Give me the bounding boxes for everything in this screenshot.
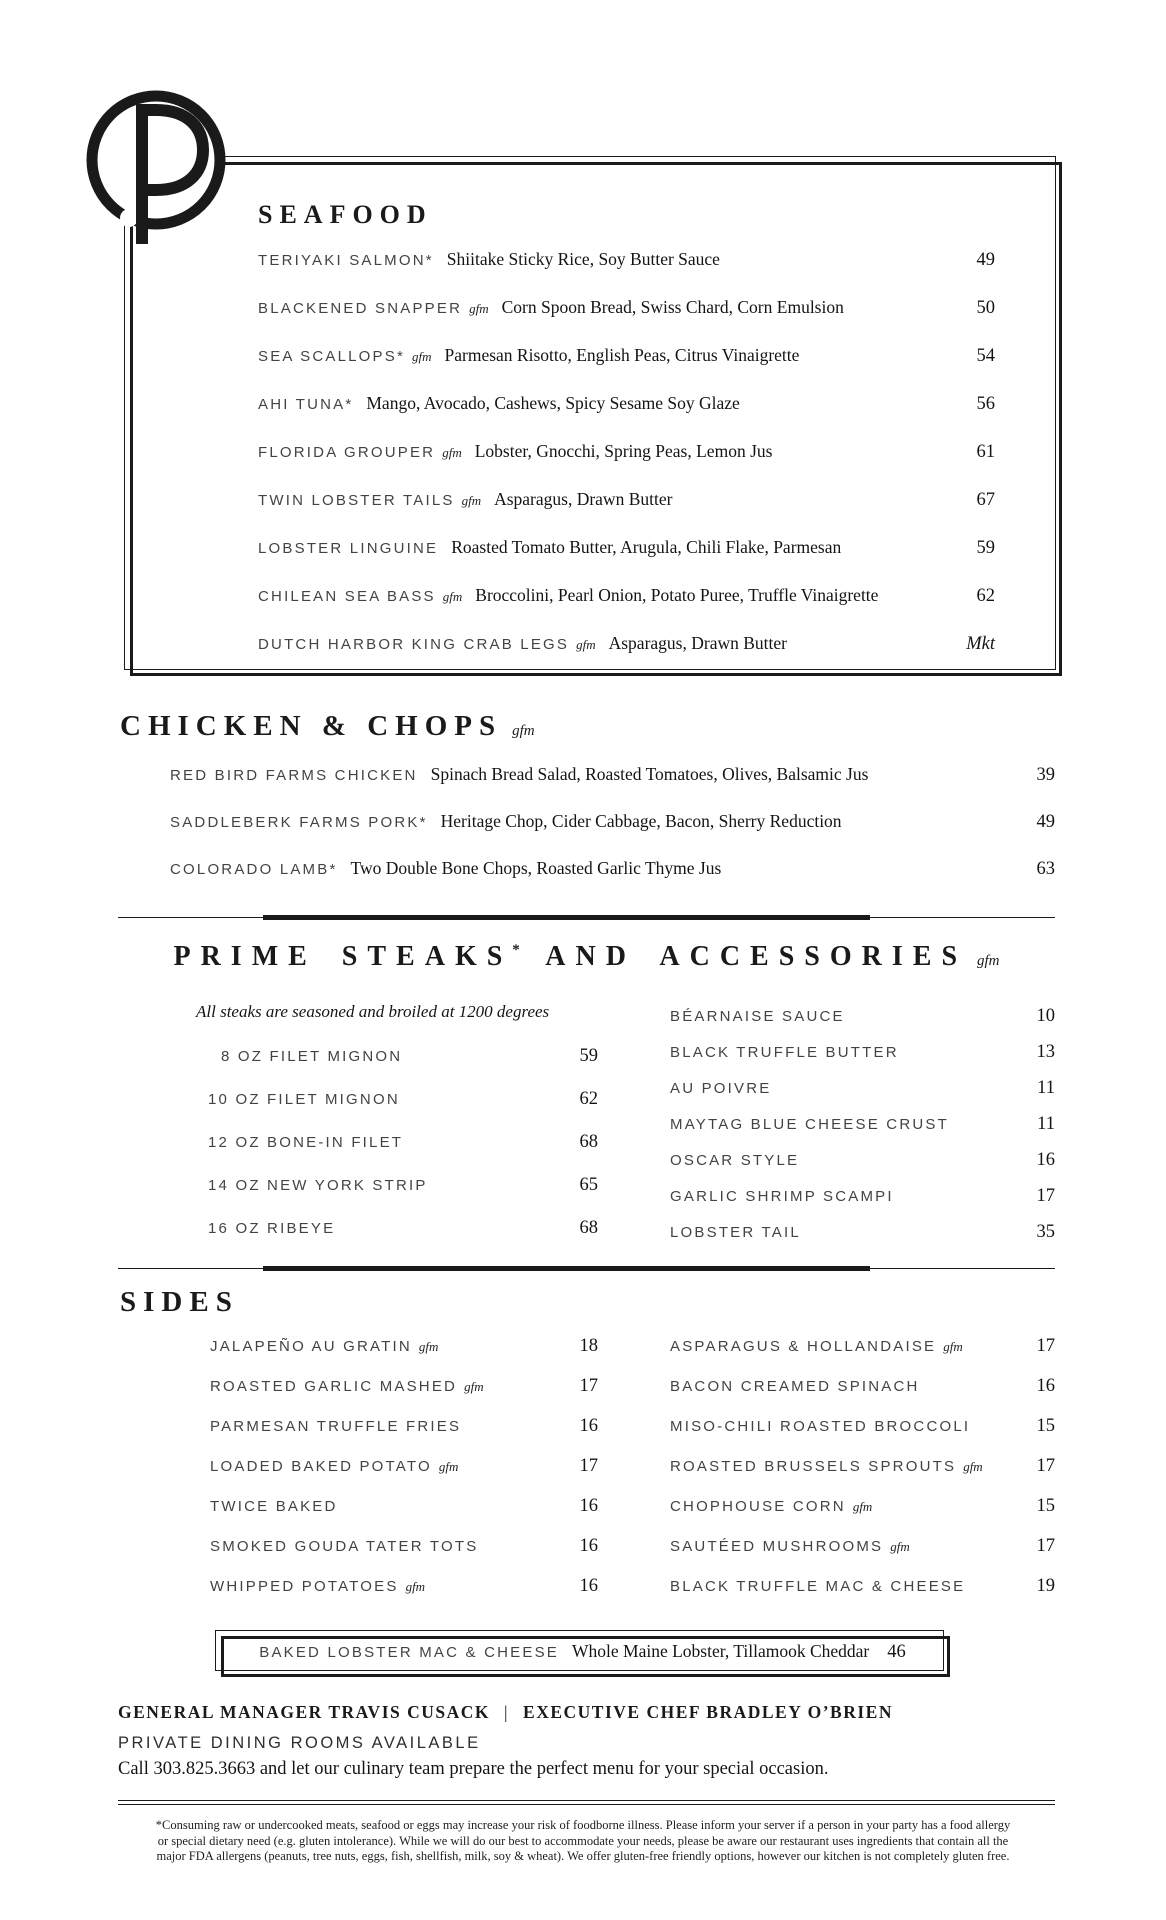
menu-item-row (670, 1004, 1055, 1029)
item-name: DUTCH HARBOR KING CRAB LEGS (258, 636, 570, 653)
item-name: CHILEAN SEA BASS (258, 588, 436, 605)
menu-item-row (670, 1414, 1055, 1439)
separator: | (504, 1702, 510, 1722)
item-price: 16 (579, 1576, 598, 1596)
item-price: 11 (1037, 1114, 1055, 1134)
item-price: 16 (1036, 1376, 1055, 1396)
menu-item-row (670, 1374, 1055, 1399)
item-price: 15 (1036, 1416, 1055, 1436)
item-name: MAYTAG BLUE CHEESE CRUST (670, 1116, 949, 1133)
item-name: RED BIRD FARMS CHICKEN (170, 767, 418, 784)
menu-item-row (210, 1454, 598, 1479)
section-title-seafood: SEAFOOD (258, 200, 433, 229)
gfm-tag: gfm (464, 1379, 484, 1394)
item-price: 39 (1036, 765, 1055, 785)
menu-item-row (258, 583, 995, 609)
item-price: 16 (579, 1416, 598, 1436)
item-desc: Broccolini, Pearl Onion, Potato Puree, Truffle Vinaigrette (475, 585, 879, 605)
gfm-tag: gfm (418, 1339, 439, 1354)
gfm-tag: gfm (977, 953, 1000, 969)
menu-item-row (208, 1130, 598, 1155)
item-price: 17 (579, 1456, 598, 1476)
item-desc: Parmesan Risotto, English Peas, Citrus Vinaigrette (444, 345, 800, 365)
call-line: Call 303.825.3663 and let our culinary team prepare the perfect menu for your special occasion. (118, 1759, 829, 1779)
private-dining-line: PRIVATE DINING ROOMS AVAILABLE (118, 1734, 481, 1752)
gfm-tag: gfm (442, 445, 462, 460)
item-price: 59 (579, 1046, 598, 1066)
general-manager: GENERAL MANAGER TRAVIS CUSACK (118, 1702, 491, 1722)
item-price: 17 (1036, 1536, 1055, 1556)
item-name: COLORADO LAMB* (170, 861, 338, 878)
item-price: 17 (1036, 1186, 1055, 1206)
item-name: MISO-CHILI ROASTED BROCCOLI (670, 1418, 971, 1435)
accessories-list (670, 1004, 1055, 1256)
item-name: LOBSTER TAIL (670, 1224, 801, 1241)
item-name: LOADED BAKED POTATO (210, 1458, 432, 1475)
item-price: 11 (1037, 1078, 1055, 1098)
staff-line (118, 1702, 893, 1723)
menu-item-row (258, 487, 995, 513)
item-name: CHOPHOUSE CORN (670, 1498, 846, 1515)
menu-item-row (210, 1494, 598, 1519)
steaks-note: All steaks are seasoned and broiled at 1200 degrees (196, 1002, 550, 1021)
item-price: 49 (1036, 812, 1055, 832)
menu-item-row (670, 1220, 1055, 1245)
feature-item-frame (215, 1630, 950, 1677)
disclaimer-line: major FDA allergens (peanuts, tree nuts, eggs, fish, shellfish, milk, soy & wheat). We offer gluten-free friendly options, however our kitchen is not completely gluten free. (156, 1849, 1010, 1863)
item-name: LOBSTER LINGUINE (258, 540, 439, 557)
menu-item-row (258, 295, 995, 321)
item-name: JALAPEÑO AU GRATIN (210, 1338, 412, 1355)
section-title-chicken-chops (120, 710, 535, 743)
footer-double-rule (118, 1800, 1055, 1805)
item-price: 17 (1036, 1336, 1055, 1356)
item-name: BLACK TRUFFLE MAC & CHEESE (670, 1578, 966, 1595)
section-title-text: AND ACCESSORIES (545, 941, 968, 972)
item-name: BÉARNAISE SAUCE (670, 1008, 845, 1025)
menu-item-row (170, 856, 1055, 882)
section-title-text: PRIME STEAKS (173, 941, 513, 972)
item-desc: Mango, Avocado, Cashews, Spicy Sesame Soy Glaze (366, 393, 740, 413)
item-price: 67 (976, 490, 995, 510)
gfm-tag: gfm (512, 723, 535, 739)
item-desc: Whole Maine Lobster, Tillamook Cheddar (572, 1641, 870, 1661)
item-name: AU POIVRE (670, 1080, 772, 1097)
steaks-list (208, 1044, 598, 1259)
item-name: AHI TUNA* (258, 396, 354, 413)
item-desc: Roasted Tomato Butter, Arugula, Chili Flake, Parmesan (451, 537, 842, 557)
item-name: 10 OZ FILET MIGNON (208, 1091, 400, 1108)
item-desc: Asparagus, Drawn Butter (608, 633, 787, 653)
item-price: 49 (976, 250, 995, 270)
item-name: TWIN LOBSTER TAILS (258, 492, 455, 509)
menu-item-row (670, 1184, 1055, 1209)
menu-item-row (670, 1076, 1055, 1101)
logo-p-stem (136, 104, 148, 244)
menu-item-row (258, 631, 995, 657)
item-price: 17 (579, 1376, 598, 1396)
section-divider (118, 1266, 1055, 1271)
item-name: ROASTED BRUSSELS SPROUTS (670, 1458, 957, 1475)
chicken-chops-list (170, 762, 1055, 903)
item-name: ASPARAGUS & HOLLANDAISE (670, 1338, 937, 1355)
disclaimer-line: *Consuming raw or undercooked meats, seafood or eggs may increase your risk of foodborne illness. Please inform your server if a person in your party has a food allergy (155, 1818, 1011, 1832)
item-price: 17 (1036, 1456, 1055, 1476)
item-desc: Shiitake Sticky Rice, Soy Butter Sauce (446, 249, 720, 269)
item-price: 16 (579, 1536, 598, 1556)
section-title-sides: SIDES (120, 1286, 239, 1318)
menu-item-row (210, 1534, 598, 1559)
gfm-tag: gfm (469, 301, 489, 316)
menu-item-row (670, 1574, 1055, 1599)
item-price: 63 (1036, 859, 1055, 879)
section-divider (118, 915, 1055, 920)
menu-item-row (208, 1173, 598, 1198)
item-desc: Lobster, Gnocchi, Spring Peas, Lemon Jus (474, 441, 773, 461)
item-price: 65 (579, 1175, 598, 1195)
item-name: WHIPPED POTATOES (210, 1578, 399, 1595)
item-name: 8 OZ FILET MIGNON (221, 1048, 403, 1065)
item-price: 16 (579, 1496, 598, 1516)
menu-item-row (170, 762, 1055, 788)
item-desc: Corn Spoon Bread, Swiss Chard, Corn Emulsion (501, 297, 844, 317)
gfm-tag: gfm (943, 1339, 963, 1354)
menu-item-row (210, 1414, 598, 1439)
item-name: BACON CREAMED SPINACH (670, 1378, 920, 1395)
item-price: 10 (1036, 1006, 1055, 1026)
item-name: OSCAR STYLE (670, 1152, 800, 1169)
item-name: SADDLEBERK FARMS PORK* (170, 814, 428, 831)
item-name: PARMESAN TRUFFLE FRIES (210, 1418, 462, 1435)
item-price: 46 (887, 1642, 906, 1662)
item-name: FLORIDA GROUPER (258, 444, 436, 461)
disclaimer-line: or special dietary need (e.g. gluten intolerance). While we will do our best to accommodate your needs, please be aware our restaurant uses ingredients that contain all the (157, 1833, 1009, 1848)
item-name: SAUTÉED MUSHROOMS (670, 1538, 884, 1555)
sides-list-right (670, 1334, 1055, 1614)
menu-item-row (258, 535, 995, 561)
sides-list-left (210, 1334, 598, 1614)
item-price: 18 (579, 1336, 598, 1356)
gfm-tag: gfm (852, 1499, 873, 1514)
menu-item-row (670, 1148, 1055, 1173)
gfm-tag: gfm (412, 349, 432, 364)
item-price: 15 (1036, 1496, 1055, 1516)
item-price: 68 (579, 1218, 598, 1238)
asterisk-note: * (512, 942, 522, 958)
item-name: 12 OZ BONE-IN FILET (208, 1134, 404, 1151)
item-name: BAKED LOBSTER MAC & CHEESE (259, 1644, 559, 1661)
item-name: 16 OZ RIBEYE (208, 1220, 336, 1237)
item-name: SMOKED GOUDA TATER TOTS (210, 1538, 479, 1555)
item-price: 56 (976, 394, 995, 414)
section-title-prime-steaks (118, 941, 1055, 973)
item-price: 16 (1036, 1150, 1055, 1170)
item-price: 62 (976, 586, 995, 606)
menu-item-row (670, 1494, 1055, 1519)
gfm-tag: gfm (890, 1539, 910, 1554)
menu-item-row (210, 1574, 598, 1599)
menu-item-row (258, 247, 995, 273)
item-name: BLACK TRUFFLE BUTTER (670, 1044, 899, 1061)
item-name: BLACKENED SNAPPER (258, 300, 463, 317)
item-name: ROASTED GARLIC MASHED (210, 1378, 458, 1395)
item-price: 13 (1036, 1042, 1055, 1062)
menu-item-row (215, 1630, 950, 1677)
item-desc: Asparagus, Drawn Butter (494, 489, 673, 509)
item-name: TERIYAKI SALMON* (258, 252, 434, 269)
logo-circle-gap (120, 209, 138, 227)
menu-item-row (208, 1216, 598, 1241)
gfm-tag: gfm (461, 493, 482, 508)
menu-item-row (258, 439, 995, 465)
gfm-tag: gfm (442, 589, 463, 604)
gfm-tag: gfm (405, 1579, 426, 1594)
divider-thick-rule (263, 915, 870, 920)
item-name: SEA SCALLOPS* (258, 348, 405, 365)
seafood-list (258, 247, 995, 679)
item-name: GARLIC SHRIMP SCAMPI (670, 1188, 894, 1205)
gfm-tag: gfm (438, 1459, 459, 1474)
allergy-disclaimer (83, 1818, 1083, 1865)
menu-item-row (670, 1112, 1055, 1137)
item-price: 68 (579, 1132, 598, 1152)
item-desc: Heritage Chop, Cider Cabbage, Bacon, Sherry Reduction (440, 811, 842, 831)
item-price: 59 (976, 538, 995, 558)
item-price: 61 (976, 442, 995, 462)
menu-item-row (210, 1374, 598, 1399)
menu-item-row (670, 1534, 1055, 1559)
section-title-text: CHICKEN & CHOPS (120, 710, 503, 742)
menu-item-row (670, 1334, 1055, 1359)
circle-p-logo (70, 74, 242, 246)
menu-item-row (208, 1087, 598, 1112)
menu-item-row (258, 391, 995, 417)
item-price: 50 (976, 298, 995, 318)
item-name: TWICE BAKED (210, 1498, 338, 1515)
divider-thick-rule (263, 1266, 870, 1271)
executive-chef: EXECUTIVE CHEF BRADLEY O’BRIEN (523, 1702, 893, 1722)
gfm-tag: gfm (576, 637, 596, 652)
menu-item-row (208, 1044, 598, 1069)
item-desc: Two Double Bone Chops, Roasted Garlic Thyme Jus (350, 858, 722, 878)
item-desc: Spinach Bread Salad, Roasted Tomatoes, Olives, Balsamic Jus (430, 764, 869, 784)
menu-item-row (258, 343, 995, 369)
menu-item-row (170, 809, 1055, 835)
menu-item-row (210, 1334, 598, 1359)
gfm-tag: gfm (963, 1459, 983, 1474)
item-price: 35 (1036, 1222, 1055, 1242)
item-price: 62 (579, 1089, 598, 1109)
item-price: 54 (976, 346, 995, 366)
item-price: 19 (1036, 1576, 1055, 1596)
menu-item-row (670, 1040, 1055, 1065)
item-name: 14 OZ NEW YORK STRIP (208, 1177, 428, 1194)
item-price: Mkt (966, 634, 995, 654)
menu-item-row (670, 1454, 1055, 1479)
